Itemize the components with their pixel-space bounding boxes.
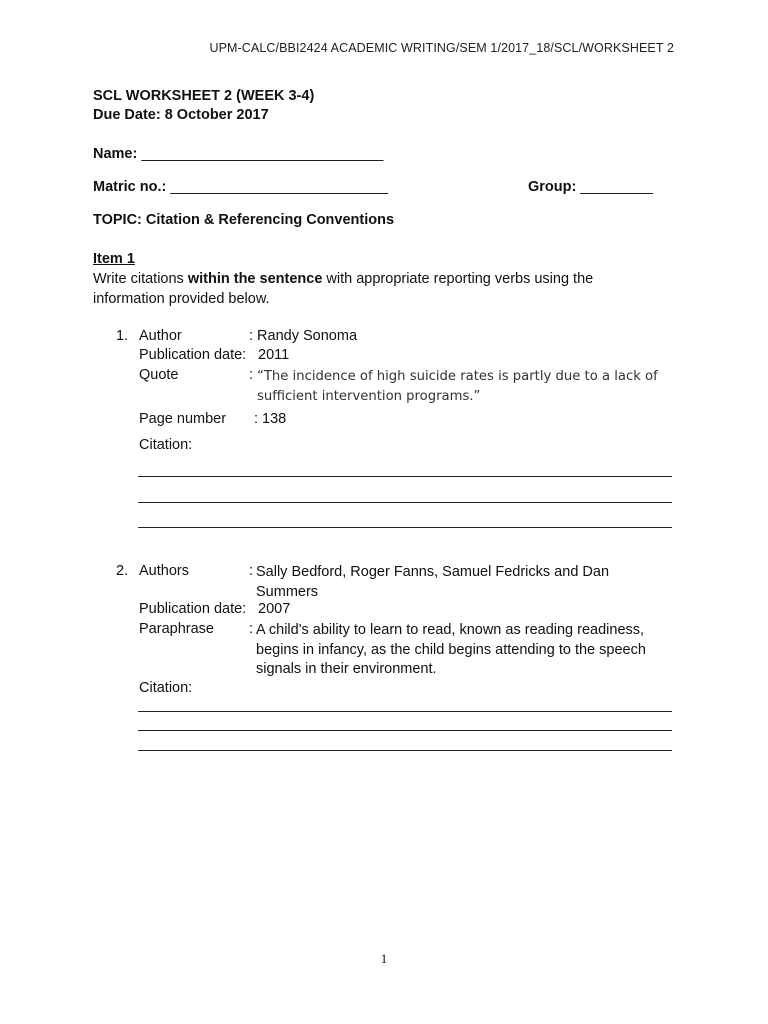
q1-page-label: Page number bbox=[139, 411, 227, 427]
q2-answer-line-2[interactable] bbox=[138, 730, 672, 731]
topic-heading: TOPIC: Citation & Referencing Conventions bbox=[93, 212, 395, 228]
q1-quote-label: Quote bbox=[139, 367, 179, 383]
matric-label: Matric no.: bbox=[93, 179, 167, 195]
q2-authors-label: Authors bbox=[139, 563, 189, 579]
item1-instructions bbox=[93, 269, 653, 309]
name-blank: ______________________________ bbox=[141, 146, 384, 162]
group-field bbox=[528, 179, 653, 195]
page-number: 1 bbox=[380, 951, 388, 966]
running-header: UPM-CALC/BBI2424 ACADEMIC WRITING/SEM 1/2017_18/SCL/WORKSHEET 2 bbox=[209, 41, 674, 55]
q1-answer-line-3[interactable] bbox=[138, 527, 672, 528]
q2-para-label: Paraphrase bbox=[139, 621, 214, 637]
q2-para-value: A child's ability to learn to read, known as reading readiness, begins in infancy, as the child begins attending to the speech signals in their environment. bbox=[256, 622, 646, 677]
due-date: Due Date: 8 October 2017 bbox=[93, 107, 269, 123]
worksheet-title: SCL WORKSHEET 2 (WEEK 3-4) bbox=[93, 88, 315, 104]
name-label: Name: bbox=[93, 146, 138, 162]
q2-number: 2. bbox=[116, 563, 129, 579]
q1-quote-value: “The incidence of high suicide rates is partly due to a lack of sufficient intervention programs.” bbox=[257, 369, 658, 404]
q2-citation-label: Citation: bbox=[139, 680, 193, 696]
q1-date-label: Publication date: bbox=[139, 347, 247, 363]
q1-citation-label: Citation: bbox=[139, 437, 193, 453]
q1-quote-colon: : bbox=[249, 367, 254, 383]
q1-answer-line-2[interactable] bbox=[138, 502, 672, 503]
q1-author-value: : Randy Sonoma bbox=[249, 328, 358, 344]
q2-answer-line-3[interactable] bbox=[138, 750, 672, 751]
q1-author-label: Author bbox=[139, 328, 182, 344]
q2-authors-value: Sally Bedford, Roger Fanns, Samuel Fedricks and Dan Summers bbox=[256, 564, 610, 600]
instr-text-bold: within the sentence bbox=[187, 271, 323, 287]
group-label: Group: bbox=[528, 179, 577, 195]
q2-date-value: 2007 bbox=[258, 601, 291, 617]
q1-date-value: 2011 bbox=[258, 347, 290, 363]
instr-text-2: with appropriate reporting verbs using the information provided below. bbox=[93, 271, 594, 307]
instr-text-1: Write citations bbox=[93, 271, 188, 287]
group-blank: _________ bbox=[580, 179, 653, 195]
q1-answer-line-1[interactable] bbox=[138, 476, 672, 477]
matric-field bbox=[93, 179, 388, 195]
q2-authors-colon: : bbox=[249, 563, 254, 579]
q1-number: 1. bbox=[116, 328, 129, 344]
item1-heading: Item 1 bbox=[93, 251, 135, 267]
q1-page-value: : 138 bbox=[254, 411, 287, 427]
q2-answer-line-1[interactable] bbox=[138, 711, 672, 712]
matric-blank: ___________________________ bbox=[170, 179, 389, 195]
name-field bbox=[93, 146, 383, 162]
q2-date-label: Publication date: bbox=[139, 601, 247, 617]
q2-para-colon: : bbox=[249, 621, 254, 637]
